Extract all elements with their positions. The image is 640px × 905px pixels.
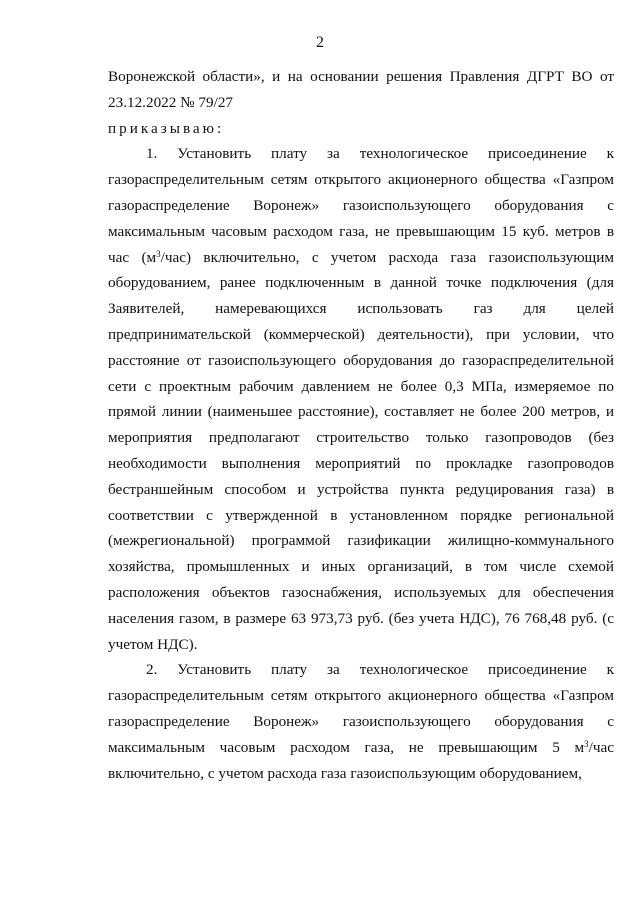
document-body [108,64,614,786]
page-number: 2 [316,34,324,51]
clause-2 [108,657,614,786]
clause-1-unit-superscript: 3 [156,248,161,259]
clause-2-text-start: 2. Установить плату за технологическое присоединение к газораспределительным сетям открытого акционерного общества «Газпром газораспределение Воронеж» газоиспользующего оборудования с максимальным часовым расходом газа, не превышающим 5 м [108,661,614,756]
clause-2-text-end: /час включительно, с учетом расхода газа газоиспользующим оборудованием, [108,738,614,782]
clause-2-unit-superscript: 3 [584,738,589,749]
clause-1 [108,141,614,657]
clause-1-text-end: /час) включительно, с учетом расхода газа газоиспользующим оборудованием, ранее подключенным в данной точке подключения (для Заявителей, намеревающихся использовать газ для целей предпринимательской (коммерческой) деятельности), при условии, что расстояние от газоиспользующего оборудования до газораспределительной сети с проектным рабочим давлением не более 0,3 МПа, измеряемое по прямой линии (наименьшее расстояние), составляет не более 200 метров, и мероприятия предполагают строительство только газопроводов (без необходимости выполнения мероприятий по прокладке газопроводов бестраншейным способом и устройства пункта редуцирования газа) в соответствии с утвержденной в установленном порядке региональной (межрегиональной) программой газификации жилищно-коммунального хозяйства, промышленных и иных организаций, в том числе схемой расположения объектов газоснабжения, используемых для обеспечения населения газом, в размере 63 973,73 руб. (без учета НДС), 76 768,48 руб. (с учетом НДС). [108,248,614,653]
order-word: приказываю: [108,119,225,137]
intro-paragraph: Воронежской области», и на основании решения Правления ДГРТ ВО от 23.12.2022 № 79/27 [108,68,614,111]
clause-1-text-start: 1. Установить плату за технологическое присоединение к газораспределительным сетям открытого акционерного общества «Газпром газораспределение Воронеж» газоиспользующего оборудования с максимальным часовым расходом газа, не превышающим 15 куб. метров в час (м [108,145,614,266]
